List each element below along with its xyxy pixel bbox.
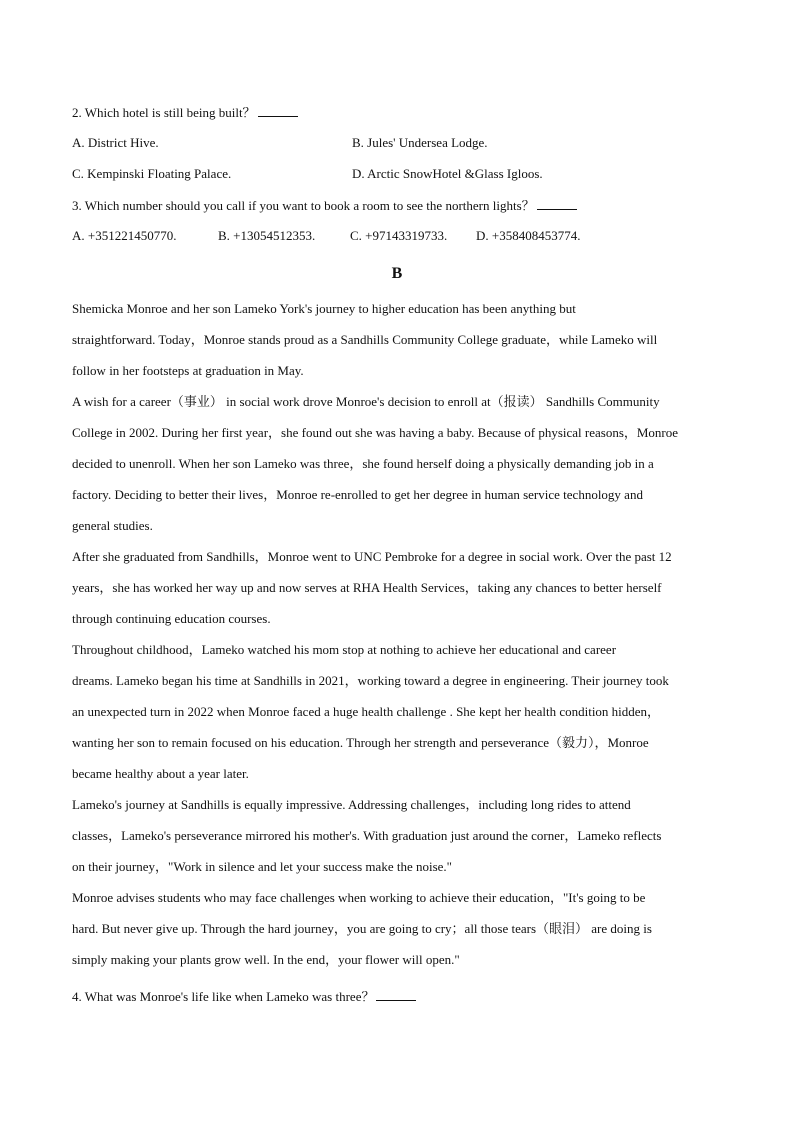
question-4 [72,988,416,1005]
question-3-text: 3. Which number should you call if you want to book a room to see the northern lights？ [72,198,535,213]
passage-line: an unexpected turn in 2022 when Monroe faced a huge health challenge . She kept her health condition hidden， [72,704,661,719]
passage-line: hard. But never give up. Through the hard journey，you are going to cry；all those tears（眼泪） are doing is [72,921,652,936]
passage-line: Lameko's journey at Sandhills is equally impressive. Addressing challenges，including long rides to attend [72,797,631,812]
question-3-option-c: C. +97143319733. [350,228,448,243]
passage-line: After she graduated from Sandhills，Monroe went to UNC Pembroke for a degree in social work. Over the past 12 [72,549,672,564]
question-2-option-a: A. District Hive. [72,135,159,150]
passage-line: simply making your plants grow well. In the end，your flower will open." [72,952,460,967]
passage-line: follow in her footsteps at graduation in May. [72,363,304,378]
passage-line: general studies. [72,518,153,533]
passage-line: on their journey，"Work in silence and let your success make the noise." [72,859,452,874]
question-3-option-b: B. +13054512353. [218,228,316,243]
answer-blank[interactable] [537,197,577,210]
passage-line: years，she has worked her way up and now serves at RHA Health Services，taking any chances to better herself [72,580,662,595]
passage-line: straightforward. Today，Monroe stands proud as a Sandhills Community College graduate，while Lameko will [72,332,658,347]
question-2-option-c: C. Kempinski Floating Palace. [72,166,232,181]
passage-line: decided to unenroll. When her son Lameko was three，she found herself doing a physically demanding job in a [72,456,654,471]
passage-line: dreams. Lameko began his time at Sandhills in 2021，working toward a degree in engineering. Their journey took [72,673,669,688]
question-2-option-b: B. Jules' Undersea Lodge. [352,135,488,150]
passage-line: Shemicka Monroe and her son Lameko York's journey to higher education has been anything but [72,301,576,316]
passage-line: through continuing education courses. [72,611,271,626]
question-3 [72,197,577,214]
answer-blank[interactable] [258,104,298,117]
question-3-option-a: A. +351221450770. [72,228,177,243]
question-3-option-d: D. +358408453774. [476,228,581,243]
passage-line: classes，Lameko's perseverance mirrored his mother's. With graduation just around the corner，Lameko reflects [72,828,662,843]
section-heading: B [391,265,403,282]
question-4-text: 4. What was Monroe's life like when Lameko was three？ [72,989,375,1004]
passage-line: Throughout childhood，Lameko watched his mom stop at nothing to achieve her educational and career [72,642,617,657]
question-2-option-d: D. Arctic SnowHotel &Glass Igloos. [352,166,543,181]
passage-line: A wish for a career（事业） in social work drove Monroe's decision to enroll at（报读） Sandhills Community [72,394,660,409]
passage-line: factory. Deciding to better their lives，Monroe re-enrolled to get her degree in human service technology and [72,487,643,502]
answer-blank[interactable] [376,988,416,1001]
passage-line: became healthy about a year later. [72,766,249,781]
passage-line: Monroe advises students who may face challenges when working to achieve their education，"It's going to be [72,890,646,905]
question-2 [72,104,298,121]
question-2-text: 2. Which hotel is still being built？ [72,105,256,120]
passage-line: College in 2002. During her first year，she found out she was having a baby. Because of physical reasons，Monroe [72,425,679,440]
passage-line: wanting her son to remain focused on his education. Through her strength and perseverance（毅力），Monroe [72,735,649,750]
